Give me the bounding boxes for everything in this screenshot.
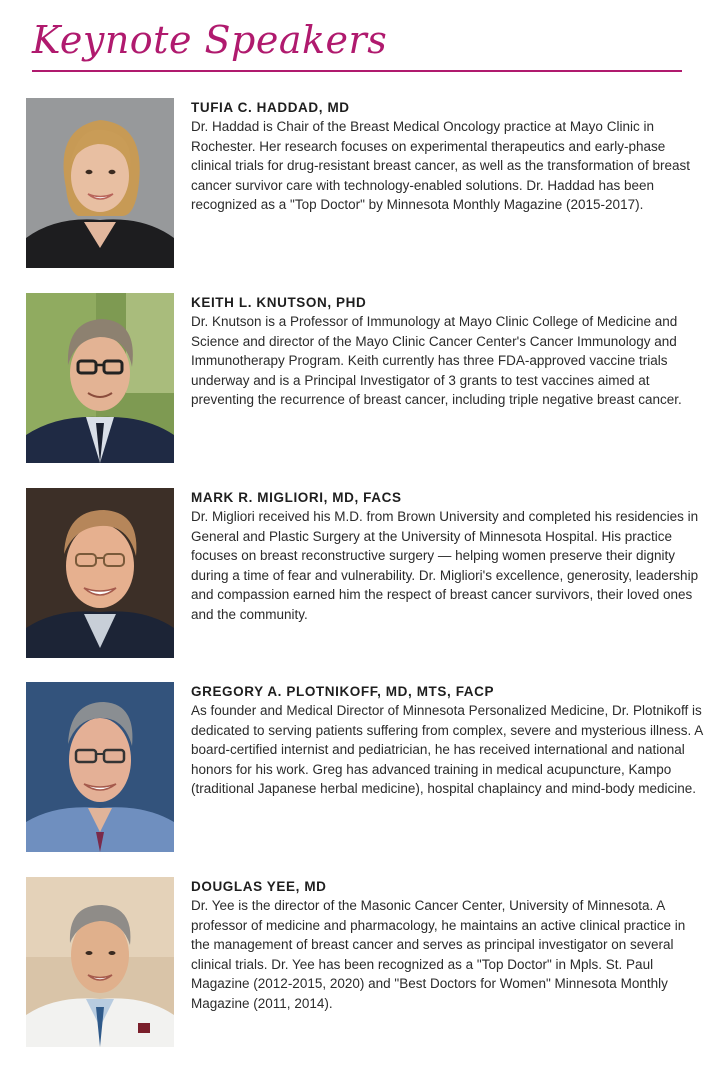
speaker-name: MARK R. MIGLIORI, MD, FACS: [191, 490, 402, 505]
speaker-bio: Dr. Haddad is Chair of the Breast Medical Oncology practice at Mayo Clinic in Rochester. Her research focuses on experimental therapeutics and early-phase clinical trials for drug-resistant breast cancer, as well as the transformation of breast cancer survivor care with technology-enabled solutions. Dr. Haddad has been recognized as a "Top Doctor" by Minnesota Monthly Magazine (2015-2017).: [191, 119, 690, 213]
speaker-name: TUFIA C. HADDAD, MD: [191, 100, 350, 115]
speaker-photo-haddad: [26, 98, 174, 268]
speaker-bio: Dr. Knutson is a Professor of Immunology at Mayo Clinic College of Medicine and Science and director of the Mayo Clinic Cancer Center's Cancer Immunology and Immunotherapy Program. Keith currently has three FDA-approved vaccine trials underway and is a Principal Investigator of 3 grants to test vaccines aimed at preventing the recurrence of breast cancer, including triple negative breast cancer.: [191, 314, 682, 408]
speaker-name: KEITH L. KNUTSON, PHD: [191, 295, 367, 310]
speaker-photo-plotnikoff: [26, 682, 174, 852]
title-divider: [32, 70, 682, 72]
header: [32, 18, 684, 78]
speaker-name: GREGORY A. PLOTNIKOFF, MD, MTS, FACP: [191, 684, 495, 699]
speaker-photo-migliori: [26, 488, 174, 658]
speaker-photo-knutson: [26, 293, 174, 463]
speaker-bio: As founder and Medical Director of Minnesota Personalized Medicine, Dr. Plotnikoff is dedicated to serving patients suffering from complex, severe and mysterious illness. A board-certified internist and pediatrician, he has received international and national honors for his work. Greg has advanced training in medical acupuncture, Kampo (traditional Japanese herbal medicine), hospital chaplaincy and mind-body medicine.: [191, 703, 703, 797]
speaker-name: DOUGLAS YEE, MD: [191, 879, 327, 894]
page-title: Keynote Speakers: [32, 18, 388, 62]
speaker-photo-yee: [26, 877, 174, 1047]
speaker-bio: Dr. Yee is the director of the Masonic Cancer Center, University of Minnesota. A professor of medicine and pharmacology, he maintains an active clinical practice in the management of breast cancer and serves as principal investigator on several clinical trials. Dr. Yee has been recognized as a "Top Doctor" in Mpls. St. Paul Magazine (2012-2015, 2020) and "Best Doctors for Women" Minnesota Monthly Magazine (2011, 2014).: [191, 898, 686, 1011]
speaker-bio: Dr. Migliori received his M.D. from Brown University and completed his residencies in General and Plastic Surgery at the University of Minnesota Hospital. His practice focuses on breast reconstructive surgery — helping women preserve their dignity during a time of fear and vulnerability. Dr. Migliori's excellence, generosity, leadership and compassion earned him the respect of breast cancer survivors, their loved ones and the community.: [191, 509, 699, 622]
